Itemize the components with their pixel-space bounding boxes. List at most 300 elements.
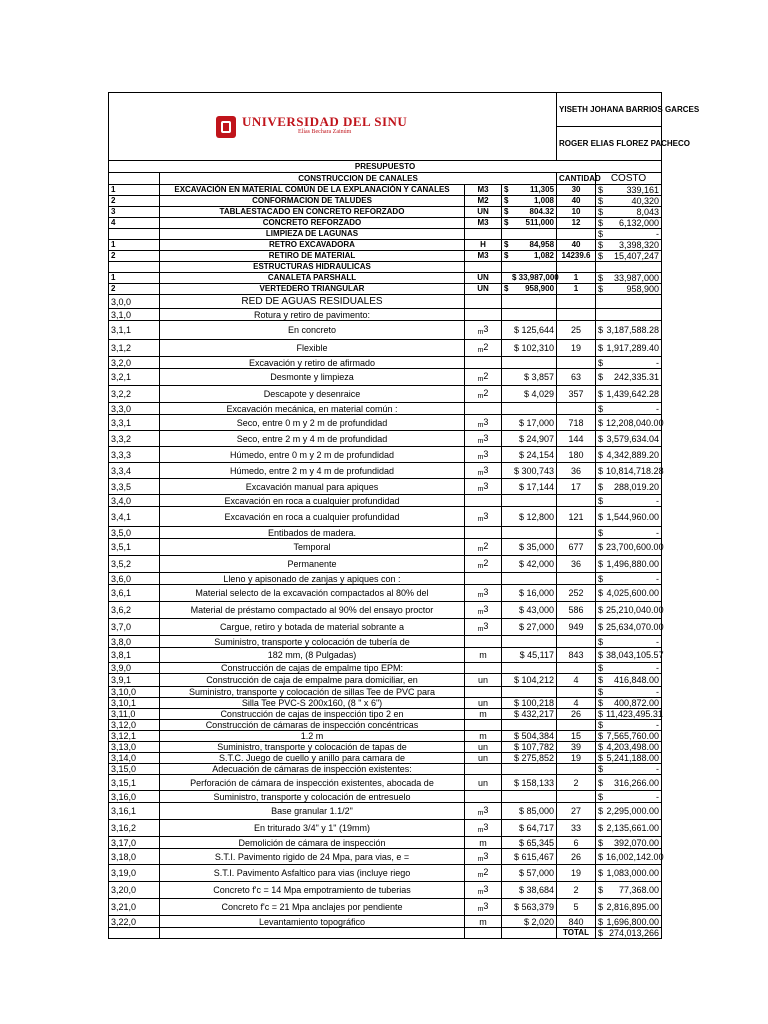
cost-value: 6,132,000 <box>618 218 660 228</box>
item-number: 3,1,2 <box>109 340 160 357</box>
currency-sign: $ <box>598 343 604 353</box>
item-description: Permanente <box>160 556 465 573</box>
item-quantity: 19 <box>557 865 596 882</box>
item-cost <box>596 753 662 764</box>
table-row <box>109 556 662 573</box>
item-unit: H <box>465 240 502 251</box>
item-description: Rotura y retiro de pavimento: <box>160 309 465 321</box>
table-row <box>109 403 662 415</box>
unit-price <box>502 284 557 295</box>
item-number: 3,18,0 <box>109 849 160 865</box>
currency-sign: $ <box>598 403 604 414</box>
item-unit: un <box>465 698 502 709</box>
item-quantity: 718 <box>557 415 596 431</box>
item-quantity: 19 <box>557 753 596 764</box>
currency-sign: $ <box>598 650 604 660</box>
cost-value: 40,320 <box>631 196 660 206</box>
item-unit <box>465 764 502 775</box>
item-quantity <box>557 295 596 309</box>
item-quantity: 144 <box>557 431 596 447</box>
unit-price-value: 84,958 <box>529 240 555 249</box>
currency-sign: $ <box>598 573 604 584</box>
table-row <box>109 803 662 820</box>
cost-value: 33,987,000 <box>613 273 660 283</box>
currency-sign: $ <box>598 636 604 647</box>
total-value <box>596 928 662 939</box>
item-quantity <box>557 663 596 674</box>
item-description: Temporal <box>160 539 465 556</box>
unit-price <box>502 403 557 415</box>
currency-sign: $ <box>598 433 604 444</box>
item-number: 3,6,0 <box>109 573 160 585</box>
item-description: Concreto f'c = 21 Mpa anclajes por pendiente <box>160 899 465 916</box>
unit-price <box>502 764 557 775</box>
cost-value: 12,208,040.00 <box>606 417 664 428</box>
item-description: VERTEDERO TRIANGULAR <box>160 284 465 295</box>
item-description: CANALETA PARSHALL <box>160 273 465 284</box>
item-description: Construcción de caja de empalme para domiciliar, en <box>160 674 465 687</box>
item-unit: $_m$3 <box>465 820 502 837</box>
item-unit: un <box>465 674 502 687</box>
unit-price <box>502 309 557 321</box>
item-description: Base granular 1.1/2" <box>160 803 465 820</box>
currency-sign: $ <box>598 196 604 206</box>
item-number: 3,3,3 <box>109 447 160 463</box>
item-cost <box>596 709 662 720</box>
cost-value: 3,187,588.28 <box>606 325 660 335</box>
table-row <box>109 899 662 916</box>
table-row <box>109 386 662 403</box>
currency-sign: $ <box>598 687 604 697</box>
item-unit <box>465 636 502 648</box>
currency-sign: $ <box>598 902 604 912</box>
item-number: 3,15,0 <box>109 764 160 775</box>
empty-cell <box>596 262 662 273</box>
item-quantity <box>557 573 596 585</box>
item-description: Lleno y apisonado de zanjas y apiques con : <box>160 573 465 585</box>
item-description: Silla Tee PVC-S 200x160, (8 " x 6") <box>160 698 465 709</box>
item-number: 3,8,0 <box>109 636 160 648</box>
item-unit: $_m$3 <box>465 463 502 479</box>
currency-sign: $ <box>598 465 604 476</box>
item-number: 3,2,0 <box>109 357 160 369</box>
table-row <box>109 674 662 687</box>
item-quantity: 26 <box>557 709 596 720</box>
currency-sign: $ <box>504 196 509 205</box>
item-unit <box>465 791 502 803</box>
table-row <box>109 687 662 698</box>
item-quantity: 6 <box>557 837 596 849</box>
item-description: Perforación de cámara de inspección existentes, abocada de <box>160 775 465 791</box>
currency-sign: $ <box>598 389 604 399</box>
item-description: Construcción de cajas de empalme tipo EPM: <box>160 663 465 674</box>
table-row <box>109 709 662 720</box>
cost-value: - <box>656 573 660 584</box>
unit-price: $ 35,000 <box>502 539 557 556</box>
cost-value: 38,043,105.57 <box>606 650 664 660</box>
currency-sign: $ <box>598 928 604 938</box>
currency-sign: $ <box>598 753 604 763</box>
cost-value: 1,696,800.00 <box>606 916 660 927</box>
item-cost <box>596 648 662 663</box>
item-description: Demolición de cámara de inspección <box>160 837 465 849</box>
unit-price <box>502 527 557 539</box>
cost-value: 1,083,000.00 <box>606 868 660 878</box>
item-description: Levantamiento topográfico <box>160 916 465 928</box>
item-number: 3,15,1 <box>109 775 160 791</box>
item-cost <box>596 479 662 495</box>
empty-cell <box>465 928 502 939</box>
item-unit: M3 <box>465 251 502 262</box>
table-row <box>109 415 662 431</box>
unit-price: $ 432,217 <box>502 709 557 720</box>
empty-cell <box>109 229 160 240</box>
table-row <box>109 369 662 386</box>
item-description: RETIRO DE MATERIAL <box>160 251 465 262</box>
item-cost <box>596 663 662 674</box>
cost-value: 15,407,247 <box>613 251 660 261</box>
cost-value: 11,423,495.31 <box>606 709 663 719</box>
item-cost <box>596 674 662 687</box>
cost-value: 288,019.20 <box>613 481 660 492</box>
section-cost <box>596 229 662 240</box>
item-quantity: 36 <box>557 556 596 573</box>
item-description: Suministro, transporte y colocación de sillas Tee de PVC para <box>160 687 465 698</box>
table-row <box>109 463 662 479</box>
cost-value: - <box>656 357 660 368</box>
item-unit: m <box>465 648 502 663</box>
cost-value: 77,368.00 <box>618 885 660 895</box>
item-quantity: 26 <box>557 849 596 865</box>
item-description: Excavación en roca a cualquier profundidad <box>160 507 465 527</box>
cost-value: - <box>656 791 660 802</box>
item-unit: $_m$3 <box>465 602 502 619</box>
item-description: En concreto <box>160 321 465 340</box>
table-row <box>109 602 662 619</box>
table-row <box>109 507 662 527</box>
item-unit: $_m$3 <box>465 321 502 340</box>
item-quantity: 12 <box>557 218 596 229</box>
item-unit: un <box>465 775 502 791</box>
table-row <box>109 775 662 791</box>
item-number: 3,3,2 <box>109 431 160 447</box>
item-cost <box>596 865 662 882</box>
cost-value: 10,814,718.28 <box>606 465 664 476</box>
item-unit: $_m$2 <box>465 340 502 357</box>
budget-table <box>108 92 700 939</box>
currency-sign: $ <box>598 823 604 833</box>
cost-value: 1,917,289.40 <box>606 343 660 353</box>
cost-value: 3,398,320 <box>618 240 660 250</box>
table-row <box>109 698 662 709</box>
unit-price: $ 615,467 <box>502 849 557 865</box>
item-quantity: 19 <box>557 340 596 357</box>
cost-value: 2,135,661.00 <box>606 823 660 833</box>
item-cost <box>596 386 662 403</box>
item-unit: UN <box>465 207 502 218</box>
currency-sign: $ <box>598 527 604 538</box>
item-quantity: 5 <box>557 899 596 916</box>
item-description: Excavación manual para apiques <box>160 479 465 495</box>
unit-price-value: 1,082 <box>533 251 555 260</box>
cost-value: 23,700,600.00 <box>606 542 664 552</box>
item-quantity: 4 <box>557 698 596 709</box>
cost-value: 4,342,889.20 <box>606 449 660 460</box>
item-cost <box>596 573 662 585</box>
table-row <box>109 619 662 636</box>
item-number: 3,5,1 <box>109 539 160 556</box>
cost-value: 3,579,634.04 <box>606 433 660 444</box>
unit-price <box>502 185 557 196</box>
item-unit: UN <box>465 273 502 284</box>
table-row <box>109 663 662 674</box>
item-quantity: 10 <box>557 207 596 218</box>
unit-price-value: $ 33,987,000 <box>512 273 559 282</box>
currency-sign: $ <box>598 588 604 598</box>
item-description: Suministro, transporte y colocación de tubería de <box>160 636 465 648</box>
empty-cell <box>465 229 502 240</box>
item-cost <box>596 539 662 556</box>
unit-price <box>502 495 557 507</box>
item-unit <box>465 495 502 507</box>
item-quantity: 14239.6 <box>557 251 596 262</box>
item-cost <box>596 495 662 507</box>
item-unit: M3 <box>465 185 502 196</box>
currency-sign: $ <box>598 240 604 250</box>
cost-value: - <box>656 720 660 730</box>
item-number: 3,14,0 <box>109 753 160 764</box>
item-cost <box>596 731 662 742</box>
item-description: RED DE AGUAS RESIDUALES <box>160 295 465 309</box>
item-number: 3,3,5 <box>109 479 160 495</box>
item-cost <box>596 447 662 463</box>
unit-price <box>502 207 557 218</box>
item-cost <box>596 527 662 539</box>
unit-price-value: 958,900 <box>525 284 555 293</box>
unit-price: $ 57,000 <box>502 865 557 882</box>
cost-value: 242,335.31 <box>613 372 660 382</box>
table-row <box>109 753 662 764</box>
item-quantity: 40 <box>557 196 596 207</box>
item-number: 3,16,1 <box>109 803 160 820</box>
item-cost <box>596 309 662 321</box>
item-description: S.T.C. Juego de cuello y anillo para camara de <box>160 753 465 764</box>
cost-value: - <box>656 663 660 673</box>
table-row <box>109 240 662 251</box>
currency-sign: $ <box>598 372 604 382</box>
table-row <box>109 321 662 340</box>
table-row <box>109 251 662 262</box>
item-cost <box>596 619 662 636</box>
currency-sign: $ <box>598 916 604 927</box>
item-number: 3,7,0 <box>109 619 160 636</box>
item-number: 3,3,4 <box>109 463 160 479</box>
item-description: CONCRETO REFORZADO <box>160 218 465 229</box>
item-number: 3,4,0 <box>109 495 160 507</box>
item-cost <box>596 431 662 447</box>
currency-sign: $ <box>598 284 604 294</box>
item-number: 2 <box>109 284 160 295</box>
currency-sign: $ <box>598 777 604 788</box>
currency-sign: $ <box>598 868 604 878</box>
item-quantity: 15 <box>557 731 596 742</box>
item-number: 3,17,0 <box>109 837 160 849</box>
item-cost <box>596 803 662 820</box>
cost-value: 400,872.00 <box>613 698 660 708</box>
cost-value: - <box>656 636 660 647</box>
unit-price: $ 27,000 <box>502 619 557 636</box>
item-description: Flexible <box>160 340 465 357</box>
item-quantity: 17 <box>557 479 596 495</box>
item-description: Suministro, transporte y colocación de tapas de <box>160 742 465 753</box>
unit-price <box>502 357 557 369</box>
item-unit: m <box>465 731 502 742</box>
table-row <box>109 431 662 447</box>
unit-price <box>502 687 557 698</box>
item-description: Cargue, retiro y botada de material sobrante a <box>160 619 465 636</box>
item-unit <box>465 663 502 674</box>
item-description: Material selecto de la excavación compactados al 80% del <box>160 585 465 602</box>
item-quantity: 39 <box>557 742 596 753</box>
table-row <box>109 357 662 369</box>
item-quantity <box>557 403 596 415</box>
table-row <box>109 648 662 663</box>
item-cost <box>596 764 662 775</box>
item-number: 2 <box>109 251 160 262</box>
item-quantity: 843 <box>557 648 596 663</box>
empty-cell <box>465 262 502 273</box>
item-cost <box>596 775 662 791</box>
item-number: 3,16,0 <box>109 791 160 803</box>
unit-price: $ 4,029 <box>502 386 557 403</box>
unit-price: $ 100,218 <box>502 698 557 709</box>
item-quantity: 1 <box>557 284 596 295</box>
unit-price <box>502 791 557 803</box>
unit-price <box>502 240 557 251</box>
empty-cell <box>502 229 557 240</box>
item-description: Excavación mecánica, en material común : <box>160 403 465 415</box>
item-cost <box>596 207 662 218</box>
table-row <box>109 295 662 309</box>
unit-price: $ 3,857 <box>502 369 557 386</box>
item-description: EXCAVACIÓN EN MATERIAL COMÚN DE LA EXPLANACIÓN Y CANALES <box>160 185 465 196</box>
cost-value: 1,496,880.00 <box>606 559 660 569</box>
item-number: 3,22,0 <box>109 916 160 928</box>
currency-sign: $ <box>598 481 604 492</box>
item-number: 3,6,2 <box>109 602 160 619</box>
table-row <box>109 791 662 803</box>
item-unit: M2 <box>465 196 502 207</box>
unit-price-value: 804.32 <box>529 207 555 216</box>
currency-sign: $ <box>598 511 604 522</box>
item-unit: M3 <box>465 218 502 229</box>
unit-price: $ 104,212 <box>502 674 557 687</box>
unit-price <box>502 273 557 284</box>
item-unit <box>465 573 502 585</box>
table-row <box>109 207 662 218</box>
item-number: 3,1,1 <box>109 321 160 340</box>
unit-price: $ 85,000 <box>502 803 557 820</box>
currency-sign: $ <box>504 284 509 293</box>
unit-price: $ 563,379 <box>502 899 557 916</box>
item-unit <box>465 527 502 539</box>
item-unit: $_m$3 <box>465 479 502 495</box>
item-description: Concreto f'c = 14 Mpa empotramiento de tuberias <box>160 882 465 899</box>
currency-sign: $ <box>504 207 509 216</box>
cost-value: - <box>656 527 660 538</box>
unit-price: $ 42,000 <box>502 556 557 573</box>
item-number: 3,9,0 <box>109 663 160 674</box>
cost-value: 4,025,600.00 <box>606 588 660 598</box>
table-row <box>109 820 662 837</box>
table-row <box>109 340 662 357</box>
item-unit: $_m$3 <box>465 415 502 431</box>
unit-price: $ 45,117 <box>502 648 557 663</box>
unit-price: $ 275,852 <box>502 753 557 764</box>
cost-value: - <box>656 495 660 506</box>
item-description: Entibados de madera. <box>160 527 465 539</box>
item-unit: $_m$2 <box>465 386 502 403</box>
unit-price: $ 64,717 <box>502 820 557 837</box>
item-quantity: 36 <box>557 463 596 479</box>
item-number: 3,3,1 <box>109 415 160 431</box>
table-row <box>109 636 662 648</box>
item-unit: $_m$2 <box>465 369 502 386</box>
item-unit <box>465 687 502 698</box>
item-quantity <box>557 687 596 698</box>
item-quantity: 25 <box>557 321 596 340</box>
item-unit: $_m$3 <box>465 882 502 899</box>
item-quantity: 27 <box>557 803 596 820</box>
item-number: 1 <box>109 240 160 251</box>
unit-price: $ 102,310 <box>502 340 557 357</box>
currency-sign: $ <box>598 851 604 862</box>
unit-price: $ 17,000 <box>502 415 557 431</box>
item-quantity <box>557 764 596 775</box>
item-cost <box>596 284 662 295</box>
unit-price <box>502 295 557 309</box>
item-unit <box>465 295 502 309</box>
currency-sign: $ <box>598 251 604 261</box>
item-number: 3,0,0 <box>109 295 160 309</box>
item-description: Seco, entre 2 m y 4 m de profundidad <box>160 431 465 447</box>
unit-price: $ 24,154 <box>502 447 557 463</box>
item-quantity: 4 <box>557 674 596 687</box>
col-header-quantity: CANTIDAD <box>557 173 596 185</box>
logo-subtext: Elías Bechara Zainúm <box>298 128 352 135</box>
item-cost <box>596 251 662 262</box>
item-cost <box>596 415 662 431</box>
item-description: CONFORMACION DE TALUDES <box>160 196 465 207</box>
cost-value: 958,900 <box>626 284 660 294</box>
item-quantity: 677 <box>557 539 596 556</box>
cost-value: 1,544,960.00 <box>606 511 660 522</box>
item-quantity <box>557 357 596 369</box>
currency-sign: $ <box>598 885 604 895</box>
item-quantity <box>557 720 596 731</box>
unit-price: $ 12,800 <box>502 507 557 527</box>
item-number: 1 <box>109 273 160 284</box>
item-unit: UN <box>465 284 502 295</box>
table-row <box>109 865 662 882</box>
item-number: 3,21,0 <box>109 899 160 916</box>
item-description: Construcción de cámaras de inspección concéntricas <box>160 720 465 731</box>
item-quantity <box>557 527 596 539</box>
item-description: Construcción de cajas de inspección tipo 2 en <box>160 709 465 720</box>
table-row <box>109 527 662 539</box>
item-quantity: 63 <box>557 369 596 386</box>
item-cost <box>596 742 662 753</box>
